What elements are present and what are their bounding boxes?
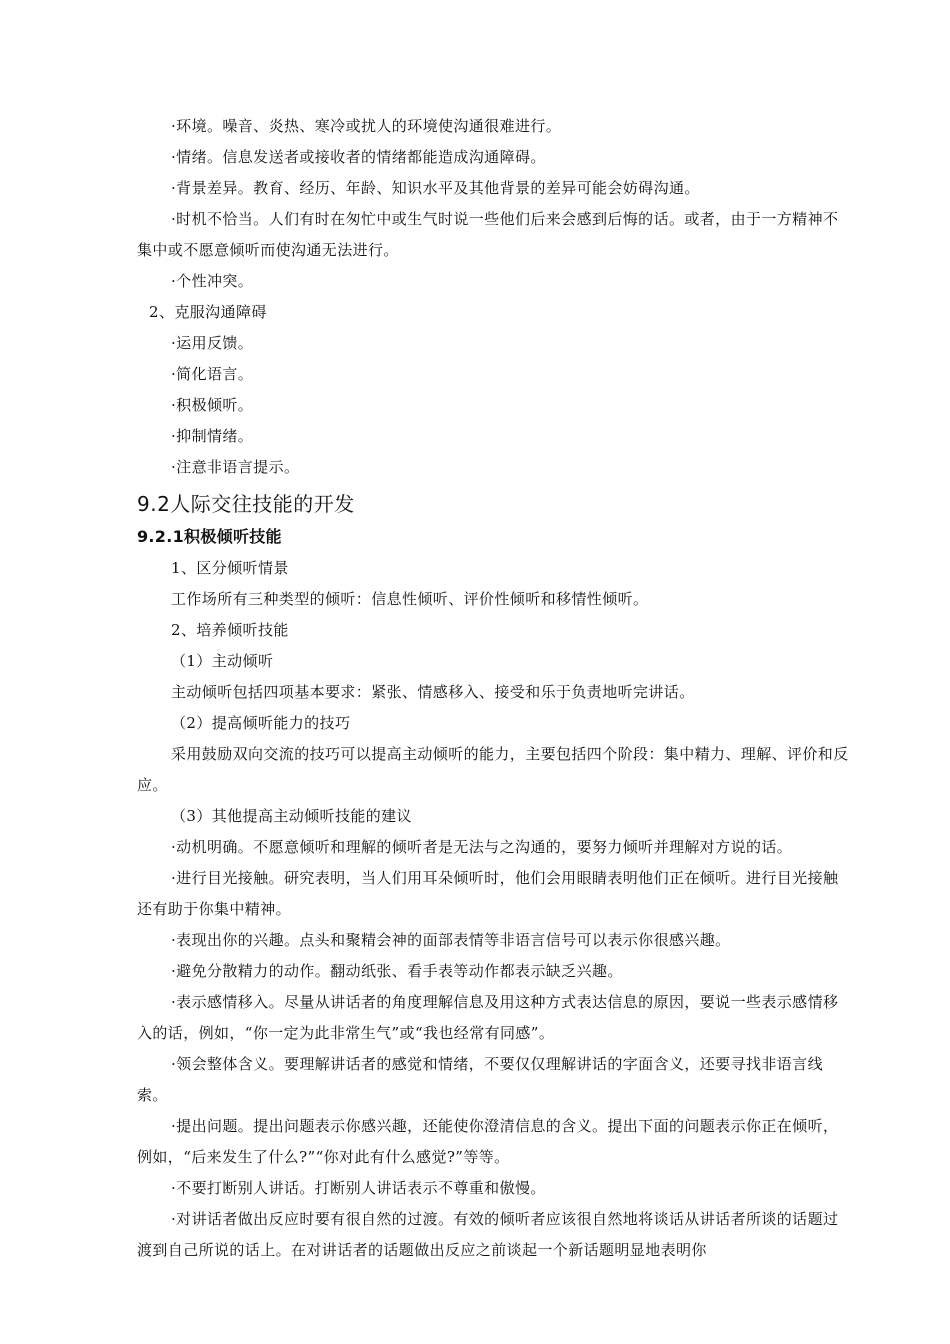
subsection-heading: 9.2.1积极倾听技能 [137,527,282,546]
paragraph-avoid-distractions: ·避免分散精力的动作。翻动纸张、看手表等动作都表示缺乏兴趣。 [171,962,623,980]
paragraph-eye-contact: ·进行目光接触。研究表明，当人们用耳朵倾听时，他们会用眼睛表明他们正在倾听。进行目光接触还有助于你集中精神。 [137,869,839,918]
paragraph-active-listening: ·积极倾听。 [171,396,254,414]
paragraph-timing: ·时机不恰当。人们有时在匆忙中或生气时说一些他们后来会感到后悔的话。或者，由于一方精神不集中或不愿意倾听而使沟通无法进行。 [137,210,839,259]
paragraph-simplify-language: ·简化语言。 [171,365,254,383]
paragraph-natural-transition: ·对讲话者做出反应时要有很自然的过渡。有效的倾听者应该很自然地将谈话从讲话者所谈的话题过渡到自己所说的话上。在对讲话者的话题做出反应之前谈起一个新话题明显地表明你 [137,1210,839,1259]
paragraph-feedback: ·运用反馈。 [171,334,254,352]
paragraph-techniques-body: 采用鼓励双向交流的技巧可以提高主动倾听的能力，主要包括四个阶段：集中精力、理解、评价和反应。 [137,745,849,794]
paragraph-background: ·背景差异。教育、经历、年龄、知识水平及其他背景的差异可能会妨碍沟通。 [171,179,700,197]
paragraph-control-emotion: ·抑制情绪。 [171,427,254,445]
paragraph-clear-motivation: ·动机明确。不愿意倾听和理解的倾听者是无法与之沟通的，要努力倾听并理解对方说的话。 [171,838,793,856]
paragraph-ask-questions: ·提出问题。提出问题表示你感兴趣，还能使你澄清信息的含义。提出下面的问题表示你正在倾听，例如，“后来发生了什么?”“你对此有什么感觉?”等等。 [137,1117,839,1166]
paragraph-techniques-title: （2）提高倾听能力的技巧 [171,714,351,732]
paragraph-emotion: ·情绪。信息发送者或接收者的情绪都能造成沟通障碍。 [171,148,546,166]
paragraph-distinguish-scenarios: 1、区分倾听情景 [171,559,289,577]
paragraph-show-interest: ·表现出你的兴趣。点头和聚精会神的面部表情等非语言信号可以表示你很感兴趣。 [171,931,731,949]
paragraph-listening-types: 工作场所有三种类型的倾听：信息性倾听、评价性倾听和移情性倾听。 [171,590,649,608]
section-heading: 9.2人际交往技能的开发 [137,492,355,516]
document-body [137,111,849,1266]
paragraph-no-interrupt: ·不要打断别人讲话。打断别人讲话表示不尊重和傲慢。 [171,1179,546,1197]
subheading-overcome-barriers: 2、克服沟通障碍 [149,303,267,321]
paragraph-active-listening-requirements: 主动倾听包括四项基本要求：紧张、情感移入、接受和乐于负责地听完讲话。 [171,683,695,701]
paragraph-overall-meaning: ·领会整体含义。要理解讲话者的感觉和情绪，不要仅仅理解讲话的字面含义，还要寻找非语言线索。 [137,1055,823,1104]
paragraph-empathy: ·表示感情移入。尽量从讲话者的角度理解信息及用这种方式表达信息的原因，要说一些表示感情移入的话，例如，“你一定为此非常生气”或“我也经常有同感”。 [137,993,839,1042]
paragraph-active-listening-title: （1）主动倾听 [171,652,274,670]
paragraph-other-suggestions-title: （3）其他提高主动倾听技能的建议 [171,807,412,825]
paragraph-environment: ·环境。噪音、炎热、寒冷或扰人的环境使沟通很难进行。 [171,117,562,135]
paragraph-personality: ·个性冲突。 [171,272,254,290]
paragraph-develop-skills: 2、培养倾听技能 [171,621,289,639]
paragraph-nonverbal-cues: ·注意非语言提示。 [171,458,300,476]
